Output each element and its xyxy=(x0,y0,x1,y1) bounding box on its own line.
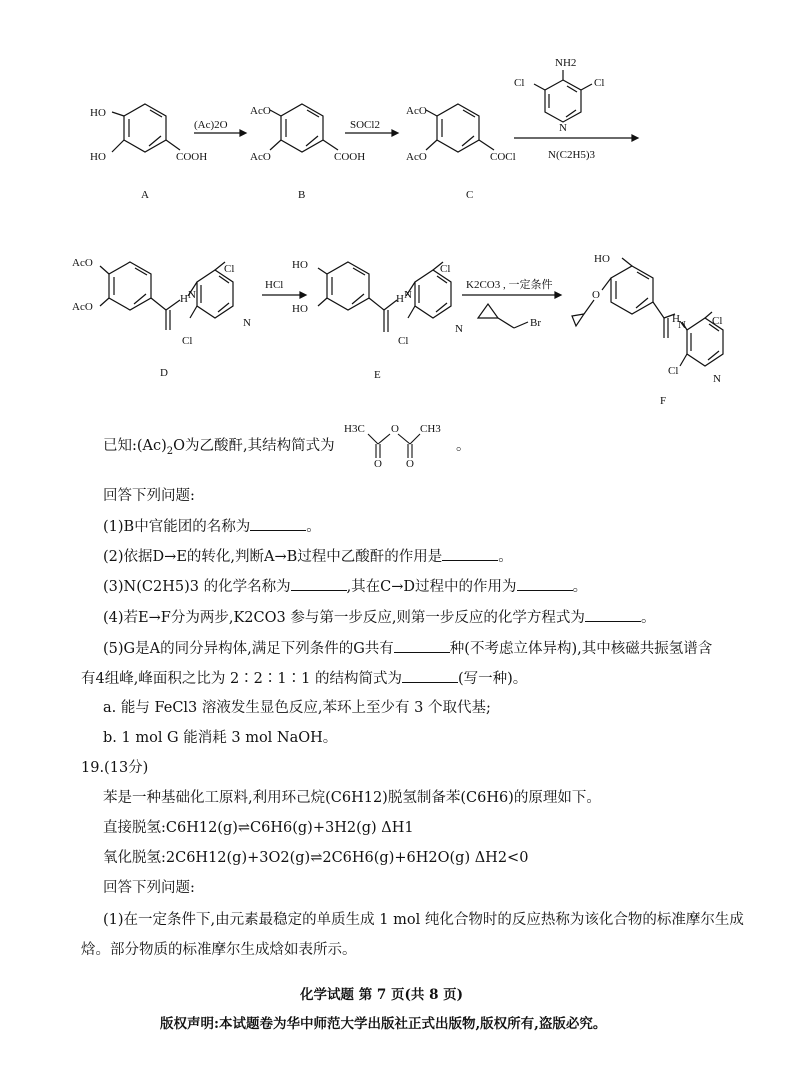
compound-d-structure xyxy=(100,262,233,330)
known-text-after: O为乙酸酐,其结构简式为 xyxy=(173,438,335,454)
pyr-n: N xyxy=(559,122,567,134)
f-cl2: Cl xyxy=(668,365,679,377)
q19-intro: 苯是一种基础化工原料,利用环己烷(C6H12)脱氢制备苯(C6H6)的原理如下。 xyxy=(103,790,601,806)
q18-5-line2 xyxy=(81,668,527,689)
e-nring: N xyxy=(455,323,463,335)
q18-5-blank-b[interactable] xyxy=(402,668,458,683)
d-sub2: AcO xyxy=(72,301,93,313)
reaction-scheme xyxy=(0,0,800,420)
d-nring: N xyxy=(243,317,251,329)
a-sub1: HO xyxy=(90,107,106,119)
b-sub1: AcO xyxy=(250,105,271,117)
e-n: N xyxy=(404,289,412,301)
e-cl1: Cl xyxy=(440,263,451,275)
reagent-k2co3: K2CO3 , 一定条件 xyxy=(466,279,553,291)
q18-2-end: 。 xyxy=(498,549,513,565)
q19-answer: 回答下列问题: xyxy=(103,880,195,896)
q18-2-blank[interactable] xyxy=(442,546,498,561)
q18-intro: 回答下列问题: xyxy=(103,488,195,504)
q18-1-text: (1)B中官能团的名称为 xyxy=(103,519,251,535)
a-acid: COOH xyxy=(176,151,208,163)
label-d: D xyxy=(160,367,168,379)
q18-5-text-d: (写一种)。 xyxy=(457,671,528,687)
reagent-ac2o: (Ac)2O xyxy=(194,119,228,131)
acetic-anhydride-structure xyxy=(340,418,470,468)
compound-e-structure xyxy=(318,262,451,332)
q18-5-text-c: 有4组峰,峰面积之比为 2∶2∶1∶1 的结构简式为 xyxy=(81,671,402,687)
q18-1-blank[interactable] xyxy=(250,516,306,531)
d-cl2: Cl xyxy=(182,335,193,347)
e-nh: H xyxy=(396,293,404,305)
compound-b-structure xyxy=(270,104,338,152)
anh-o2: O xyxy=(406,458,414,468)
compound-f-structure xyxy=(572,258,723,366)
q18-5-text-a: (5)G是A的同分异构体,满足下列条件的G共有 xyxy=(103,641,394,657)
label-e: E xyxy=(374,369,381,381)
q18-4-blank[interactable] xyxy=(585,607,641,622)
label-a: A xyxy=(141,189,149,201)
q18-1-end: 。 xyxy=(306,519,321,535)
label-c: C xyxy=(466,189,474,201)
q19-p1-line1: (1)在一定条件下,由元素最稳定的单质生成 1 mol 纯化合物时的反应热称为该化合物的标准摩尔生成 xyxy=(103,912,744,928)
q19-oxid: 氧化脱氢:2C6H12(g)+3O2(g)⇌2C6H6(g)+6H2O(g) ΔH2<0 xyxy=(103,850,529,866)
q19-direct: 直接脱氢:C6H12(g)⇌C6H6(g)+3H2(g) ΔH1 xyxy=(103,820,414,836)
anh-o-bridge: O xyxy=(391,423,399,435)
known-period: 。 xyxy=(456,438,471,454)
pyr-cl1: Cl xyxy=(514,77,525,89)
known-line: 已知$:(Ac)_2O$为乙酸酐,其结构简式为 xyxy=(103,438,335,457)
q18-1 xyxy=(103,516,321,537)
reagent-hcl: HCl xyxy=(265,279,284,291)
q18-4-text: (4)若E→F分为两步,K2CO3 参与第一步反应,则第一步反应的化学方程式为 xyxy=(103,610,585,626)
q18-cond-b: b. 1 mol G 能消耗 3 mol NaOH。 xyxy=(103,730,338,746)
c-sub2: AcO xyxy=(406,151,427,163)
b-acid: COOH xyxy=(334,151,366,163)
q18-3-end: 。 xyxy=(572,579,588,595)
f-cl1: Cl xyxy=(712,315,723,327)
anh-h3c: H3C xyxy=(344,423,365,435)
f-nh: H xyxy=(672,313,680,325)
reagent-triethylamine: N(C2H5)3 xyxy=(548,149,596,161)
f-nring: N xyxy=(713,373,721,385)
label-f: F xyxy=(660,395,667,407)
f-sub1: HO xyxy=(594,253,610,265)
q18-5-line1 xyxy=(103,638,712,659)
c-sub1: AcO xyxy=(406,105,427,117)
q18-3-blank-b[interactable] xyxy=(517,576,573,591)
d-cl1: Cl xyxy=(224,263,235,275)
page-footer: 化学试题 第 7 页(共 8 页) xyxy=(300,987,464,1003)
q19-p1-line2: 焓。部分物质的标准摩尔生成焓如表所示。 xyxy=(81,942,357,958)
q18-5-text-b: 种(不考虑立体异构),其中核磁共振氢谱含 xyxy=(449,641,713,657)
q18-cond-a: a. 能与 FeCl3 溶液发生显色反应,苯环上至少有 3 个取代基; xyxy=(103,700,491,716)
q18-5-blank-a[interactable] xyxy=(394,638,450,653)
q19-header: 19.(13分) xyxy=(81,760,149,776)
q18-3-text-b: ,其在C→D过程中的作用为 xyxy=(346,579,517,595)
e-cl2: Cl xyxy=(398,335,409,347)
d-sub1: AcO xyxy=(72,257,93,269)
f-oether: O xyxy=(592,289,600,301)
a-sub2: HO xyxy=(90,151,106,163)
pyr-cl2: Cl xyxy=(594,77,605,89)
d-n: N xyxy=(188,289,196,301)
q18-4 xyxy=(103,607,655,628)
known-text-before: 已知:(Ac) xyxy=(103,438,167,454)
bromomethylcyclopropane-structure xyxy=(478,304,528,328)
f-n: N xyxy=(678,319,686,331)
aminodichloropyridine-structure xyxy=(534,70,592,122)
reagent-socl2: SOCl2 xyxy=(350,119,380,131)
d-nh: H xyxy=(180,293,188,305)
e-sub1: HO xyxy=(292,259,308,271)
compound-a-structure xyxy=(112,104,180,152)
label-b: B xyxy=(298,189,306,201)
anh-ch3: CH3 xyxy=(420,423,441,435)
compound-c-structure xyxy=(426,104,494,152)
pyr-nh2: NH2 xyxy=(555,57,577,69)
q18-3 xyxy=(103,576,587,597)
reagent-br: Br xyxy=(530,317,541,329)
e-sub2: HO xyxy=(292,303,308,315)
q18-2 xyxy=(103,546,513,567)
q18-4-end: 。 xyxy=(640,610,656,626)
c-acid: COCl xyxy=(490,151,516,163)
q18-3-text-a: (3)N(C2H5)3 的化学名称为 xyxy=(103,579,291,595)
copyright-notice: 版权声明:本试题卷为华中师范大学出版社正式出版物,版权所有,盗版必究。 xyxy=(160,1016,607,1032)
anh-o1: O xyxy=(374,458,382,468)
q18-2-text: (2)依据D→E的转化,判断A→B过程中乙酸酐的作用是 xyxy=(103,549,443,565)
q18-3-blank-a[interactable] xyxy=(291,576,347,591)
b-sub2: AcO xyxy=(250,151,271,163)
